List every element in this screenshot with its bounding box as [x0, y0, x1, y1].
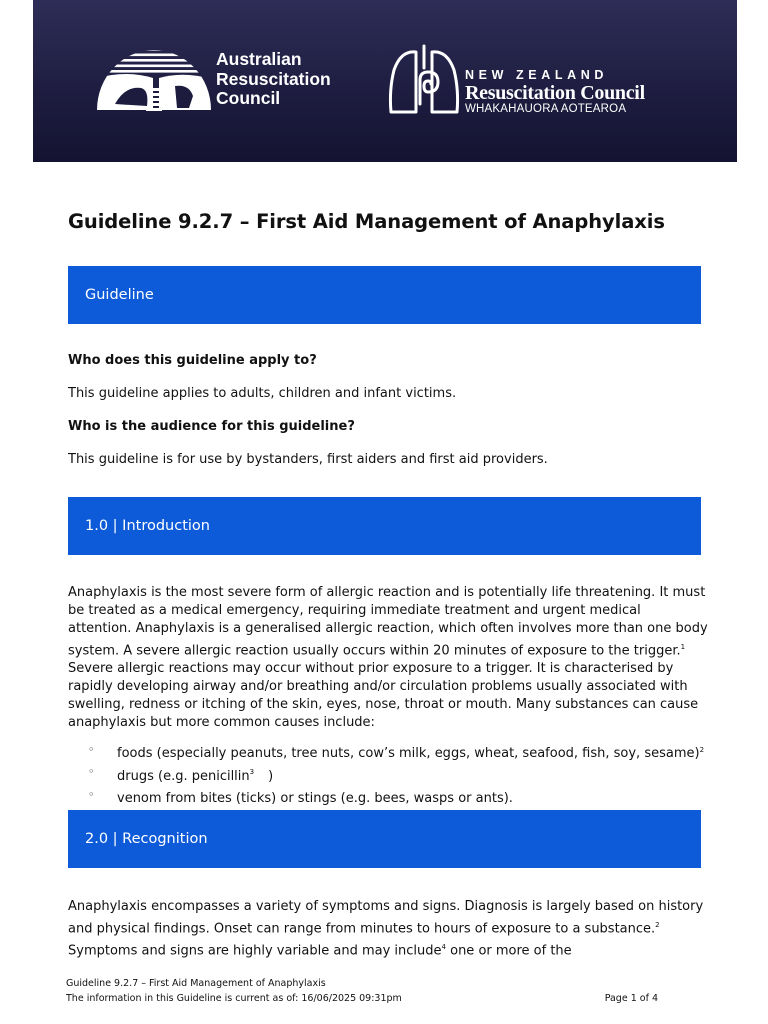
footer-document-title: Guideline 9.2.7 – First Aid Management of Anaphylaxis: [66, 978, 326, 989]
page-title: Guideline 9.2.7 – First Aid Management of Anaphylaxis: [68, 210, 665, 233]
footnote-ref: 2: [655, 921, 660, 929]
recognition-paragraph: [68, 898, 708, 961]
question-audience: Who is the audience for this guideline?: [68, 419, 355, 434]
intro-text-part1: Anaphylaxis is the most severe form of allergic reaction and is potentially life threatening. It must be treated as a medical emergency, requiring immediate treatment and urgent medical attention. Anaphylaxis is a generalised allergic reaction, which often involves more than one body system. A severe allergic reaction usually occurs within 20 minutes of exposure to the trigger.: [68, 585, 708, 659]
list-item-text: venom from bites (ticks) or stings (e.g. bees, wasps or ants).: [117, 790, 513, 806]
header-banner: [33, 0, 737, 162]
recognition-text-part2: Symptoms and signs are highly variable and may include: [68, 943, 442, 959]
list-item: [68, 741, 718, 763]
nzrc-name: [465, 68, 645, 116]
nzrc-council: Resuscitation Council: [465, 82, 645, 104]
footer-page-number: Page 1 of 4: [604, 993, 658, 1004]
footer-currency-note: The information in this Guideline is current as of: 16/06/2025 09:31pm: [66, 993, 402, 1004]
list-item: [68, 786, 718, 808]
nzrc-country: NEW ZEALAND: [465, 68, 608, 82]
footnote-ref: 3: [249, 768, 255, 777]
arc-name-line: Council: [216, 88, 281, 108]
recognition-text-part1: Anaphylaxis encompasses a variety of symptoms and signs. Diagnosis is largely based on history and physical findings. Onset can range from minutes to hours of exposure to a substance.: [68, 899, 704, 937]
arc-name: [216, 50, 331, 109]
intro-text-part2: Severe allergic reactions may occur without prior exposure to a trigger. It is characterised by rapidly developing airway and/or breathing and/or circulation problems usually associated with swelling, redness or itching of the skin, eyes, nose, throat or mouth. Many substances can cause anaphylaxis but more common causes include:: [68, 661, 699, 731]
causes-list: [68, 741, 718, 808]
nzrc-lungs-icon: [386, 44, 462, 118]
question-applies-to: Who does this guideline apply to?: [68, 353, 317, 368]
answer-applies-to: This guideline applies to adults, children and infant victims.: [68, 386, 457, 401]
section-heading-introduction: 1.0 | Introduction: [68, 497, 701, 555]
arc-logo-icon: [97, 44, 212, 116]
list-item-text: drugs (e.g. penicillin: [117, 768, 250, 784]
list-item-text-after: ): [268, 768, 274, 784]
recognition-text-part3: one or more of the: [445, 943, 572, 959]
nzrc-maori-name: WHAKAHAUORA AOTEAROA: [465, 103, 627, 115]
list-item: [68, 763, 718, 785]
footnote-ref: 4: [441, 943, 446, 952]
arc-trademark: ™: [191, 107, 196, 113]
introduction-paragraph: [68, 584, 708, 732]
arc-name-line: Australian: [216, 49, 302, 69]
section-heading-guideline: Guideline: [68, 266, 701, 324]
arc-name-line: Resuscitation: [216, 68, 331, 89]
answer-audience: This guideline is for use by bystanders, first aiders and first aid providers.: [68, 452, 548, 467]
list-item-text: foods (especially peanuts, tree nuts, cow’s milk, eggs, wheat, seafood, fish, soy, sesame): [117, 746, 700, 762]
footnote-ref: 2: [699, 746, 705, 754]
footnote-ref: 1: [680, 643, 686, 651]
section-heading-recognition: 2.0 | Recognition: [68, 810, 701, 868]
